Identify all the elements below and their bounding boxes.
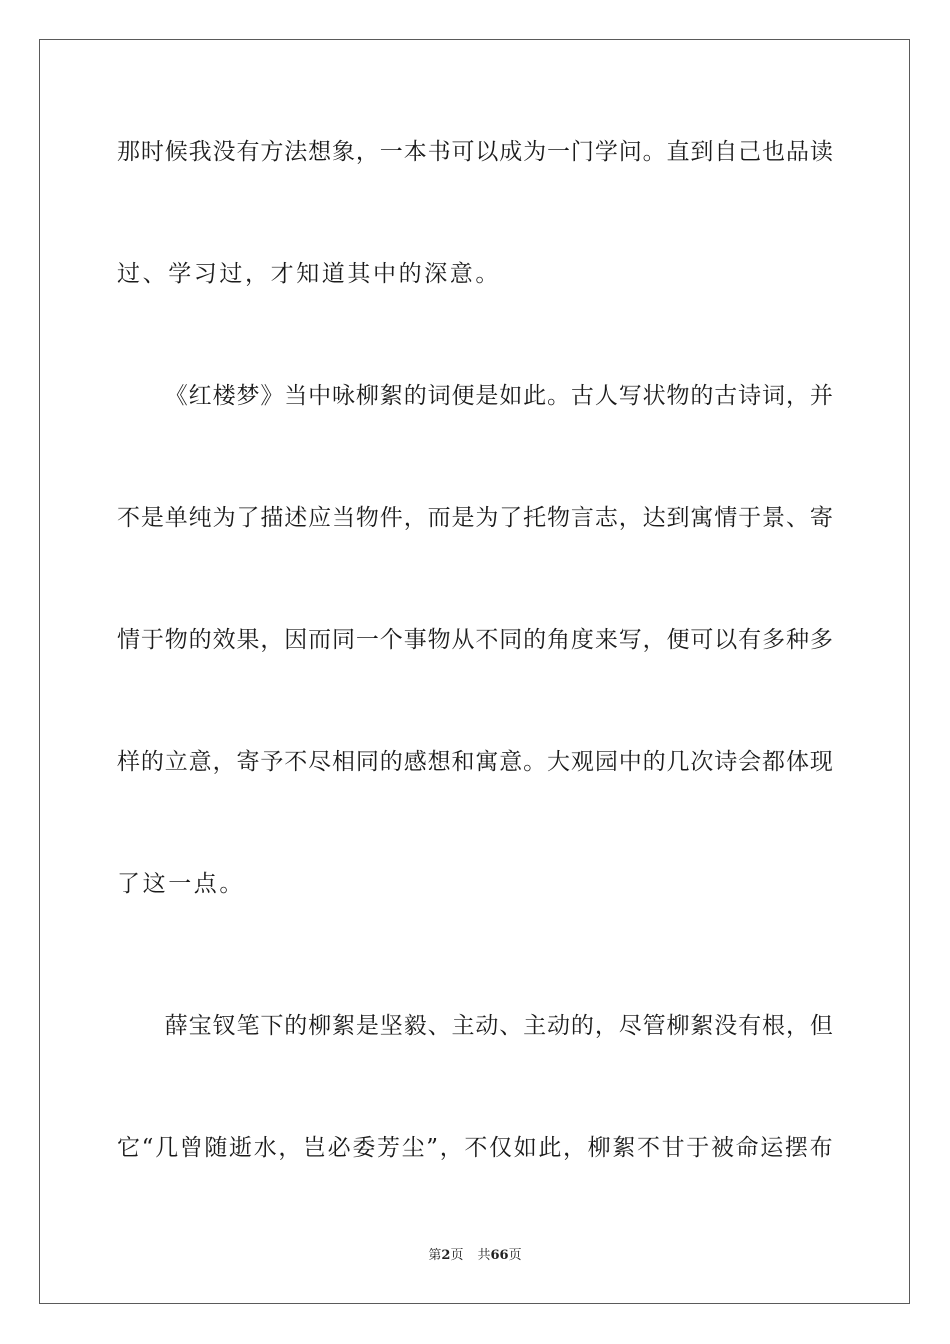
text-line: 样 的 立 意 ， 寄 予 不 尽 相 同 的 感 想 和 寓 意 。 大 观 园 中 的 几 次 诗 会 都 体 现 bbox=[117, 749, 833, 775]
page-label-suffix: 页 bbox=[450, 1248, 464, 1263]
text-line: 那 时 候 我 没 有 方 法 想 象 ， 一 本 书 可 以 成 为 一 门 学 问 。 直 到 自 己 也 品 读 bbox=[117, 139, 833, 165]
paragraph-start-line: 薛 宝 钗 笔 下 的 柳 絮 是 坚 毅 、 主 动 、 主 动 的 ， 尽 管 柳 絮 没 有 根 ， 但 bbox=[164, 1013, 833, 1039]
text-line: 了这一点。 bbox=[117, 871, 245, 897]
text-line: 过、学习过，才知道其中的深意。 bbox=[117, 261, 501, 287]
text-line: 它 “ 几 曾 随 逝 水 ， 岂 必 委 芳 尘 ” ， 不 仅 如 此 ， 柳 絮 不 甘 于 被 命 运 摆 布 bbox=[117, 1135, 833, 1161]
total-pages: 66 bbox=[490, 1248, 509, 1263]
paragraph-start-line: 《 红 楼 梦 》 当 中 咏 柳 絮 的 词 便 是 如 此 。 古 人 写 状 物 的 古 诗 词 ， 并 bbox=[164, 383, 833, 409]
total-label-suffix: 页 bbox=[508, 1248, 522, 1263]
page-label-prefix: 第 bbox=[428, 1248, 442, 1263]
text-line: 不 是 单 纯 为 了 描 述 应 当 物 件 ， 而 是 为 了 托 物 言 志 ， 达 到 寓 情 于 景 、 寄 bbox=[117, 505, 833, 531]
page-footer bbox=[0, 1247, 950, 1265]
text-line: 情 于 物 的 效 果 ， 因 而 同 一 个 事 物 从 不 同 的 角 度 来 写 ， 便 可 以 有 多 种 多 bbox=[117, 627, 833, 653]
page-border bbox=[39, 39, 910, 1304]
page-number: 2 bbox=[441, 1248, 451, 1263]
total-label-prefix: 共 bbox=[477, 1248, 491, 1263]
